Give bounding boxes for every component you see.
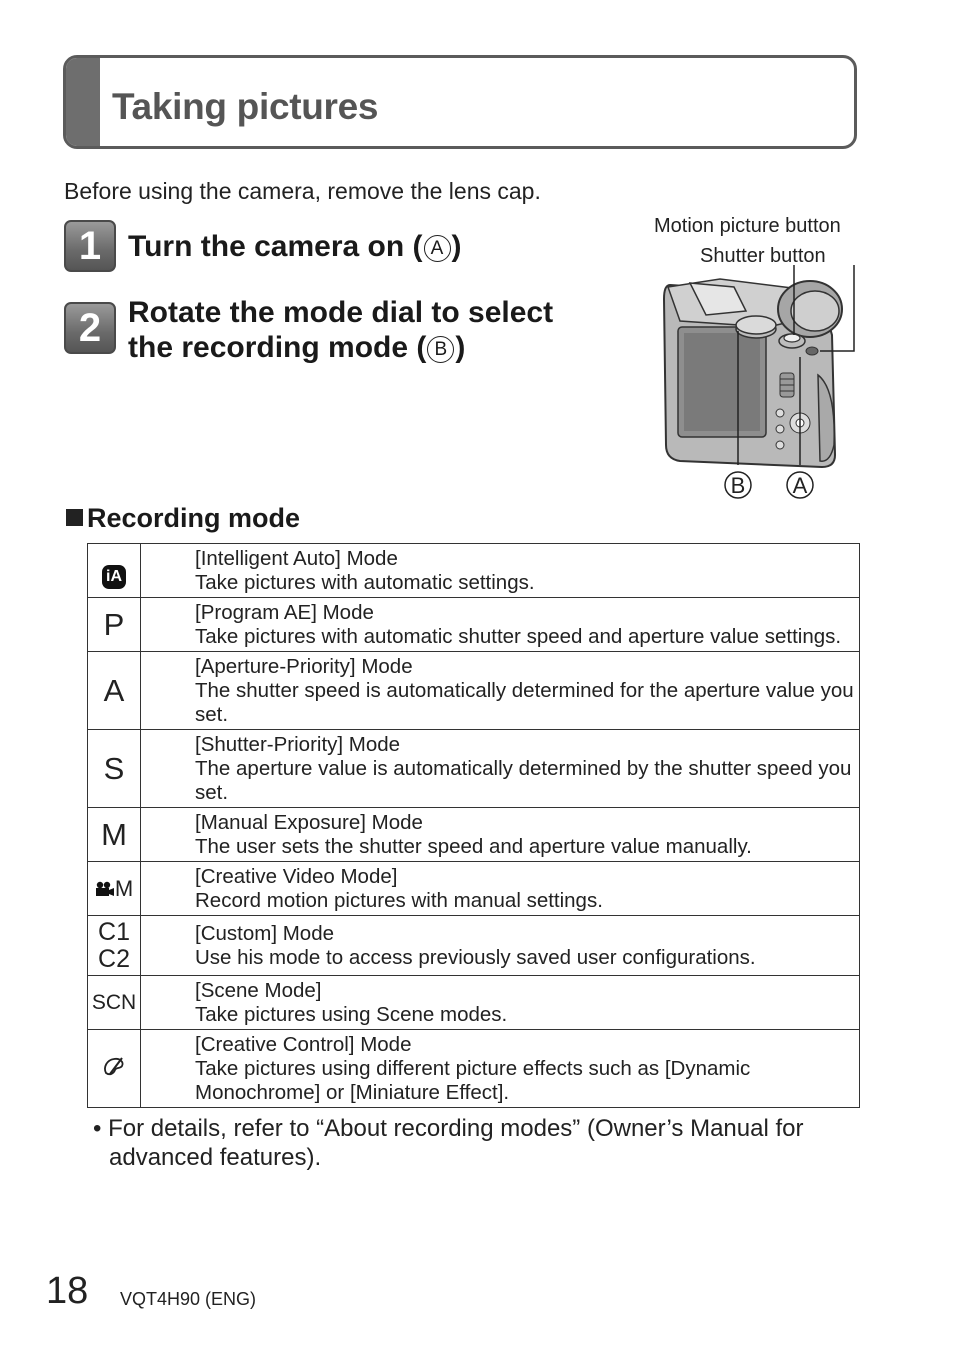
mode-description: [Creative Video Mode] Record motion pictures with manual settings. [141, 862, 860, 916]
table-row [88, 862, 860, 916]
creative-video-icon: M [88, 862, 141, 916]
intro-text: Before using the camera, remove the lens cap. [64, 178, 541, 204]
manual-exposure-icon: M [88, 808, 141, 862]
title-accent-bar [66, 58, 100, 146]
table-row [88, 976, 860, 1030]
table-row [88, 916, 860, 976]
mode-description: [Custom] Mode Use his mode to access previously saved user configurations. [141, 916, 860, 976]
marker-b-icon: B [427, 336, 454, 363]
custom-mode-icon: C1 C2 [88, 916, 141, 976]
mode-description: [Scene Mode] Take pictures using Scene modes. [141, 976, 860, 1030]
mode-description: [Program AE] Mode Take pictures with automatic shutter speed and aperture value settings. [141, 598, 860, 652]
creative-control-icon [88, 1030, 141, 1108]
details-note: • For details, refer to “About recording modes” (Owner’s Manual for advanced features). [93, 1115, 804, 1171]
table-row [88, 544, 860, 598]
recording-mode-table [87, 543, 860, 1108]
step-1-number: 1 [64, 220, 116, 272]
shutter-button-label: Shutter button [700, 245, 826, 267]
shutter-priority-icon: S [88, 730, 141, 808]
aperture-priority-icon: A [88, 652, 141, 730]
mode-description: [Intelligent Auto] Mode Take pictures with automatic settings. [141, 544, 860, 598]
page-number: 18 [46, 1270, 89, 1312]
square-bullet-icon [66, 509, 83, 526]
program-ae-icon: P [88, 598, 141, 652]
table-row [88, 652, 860, 730]
title-box [63, 55, 857, 149]
table-row [88, 730, 860, 808]
step-1-text: Turn the camera on ( A ) [128, 230, 462, 263]
page-title: Taking pictures [112, 86, 379, 127]
callout-b-label: B [730, 473, 746, 498]
palette-icon [101, 1053, 127, 1079]
motion-picture-button-label: Motion picture button [654, 215, 841, 237]
mode-description: [Aperture-Priority] Mode The shutter speed is automatically determined for the aperture value you set. [141, 652, 860, 730]
mode-description: [Manual Exposure] Mode The user sets the shutter speed and aperture value manually. [141, 808, 860, 862]
table-row [88, 808, 860, 862]
manual-code: VQT4H90 (ENG) [120, 1289, 257, 1309]
step-2-number: 2 [64, 302, 116, 354]
step-2-text: Rotate the mode dial to select the recording mode ( B ) [128, 296, 554, 364]
scene-mode-icon: SCN [88, 976, 141, 1030]
camera-illustration [650, 265, 870, 505]
mode-description: [Shutter-Priority] Mode The aperture value is automatically determined by the shutter speed you set. [141, 730, 860, 808]
video-camera-icon [95, 881, 115, 897]
mode-description: [Creative Control] Mode Take pictures using different picture effects such as [Dynamic Monochrome] or [Miniature Effect]. [141, 1030, 860, 1108]
callout-a-label: A [792, 473, 808, 498]
table-row [88, 598, 860, 652]
table-row [88, 1030, 860, 1108]
marker-a-icon: A [424, 235, 451, 262]
recording-mode-heading: Recording mode [66, 503, 300, 534]
intelligent-auto-icon: iA [88, 544, 141, 598]
